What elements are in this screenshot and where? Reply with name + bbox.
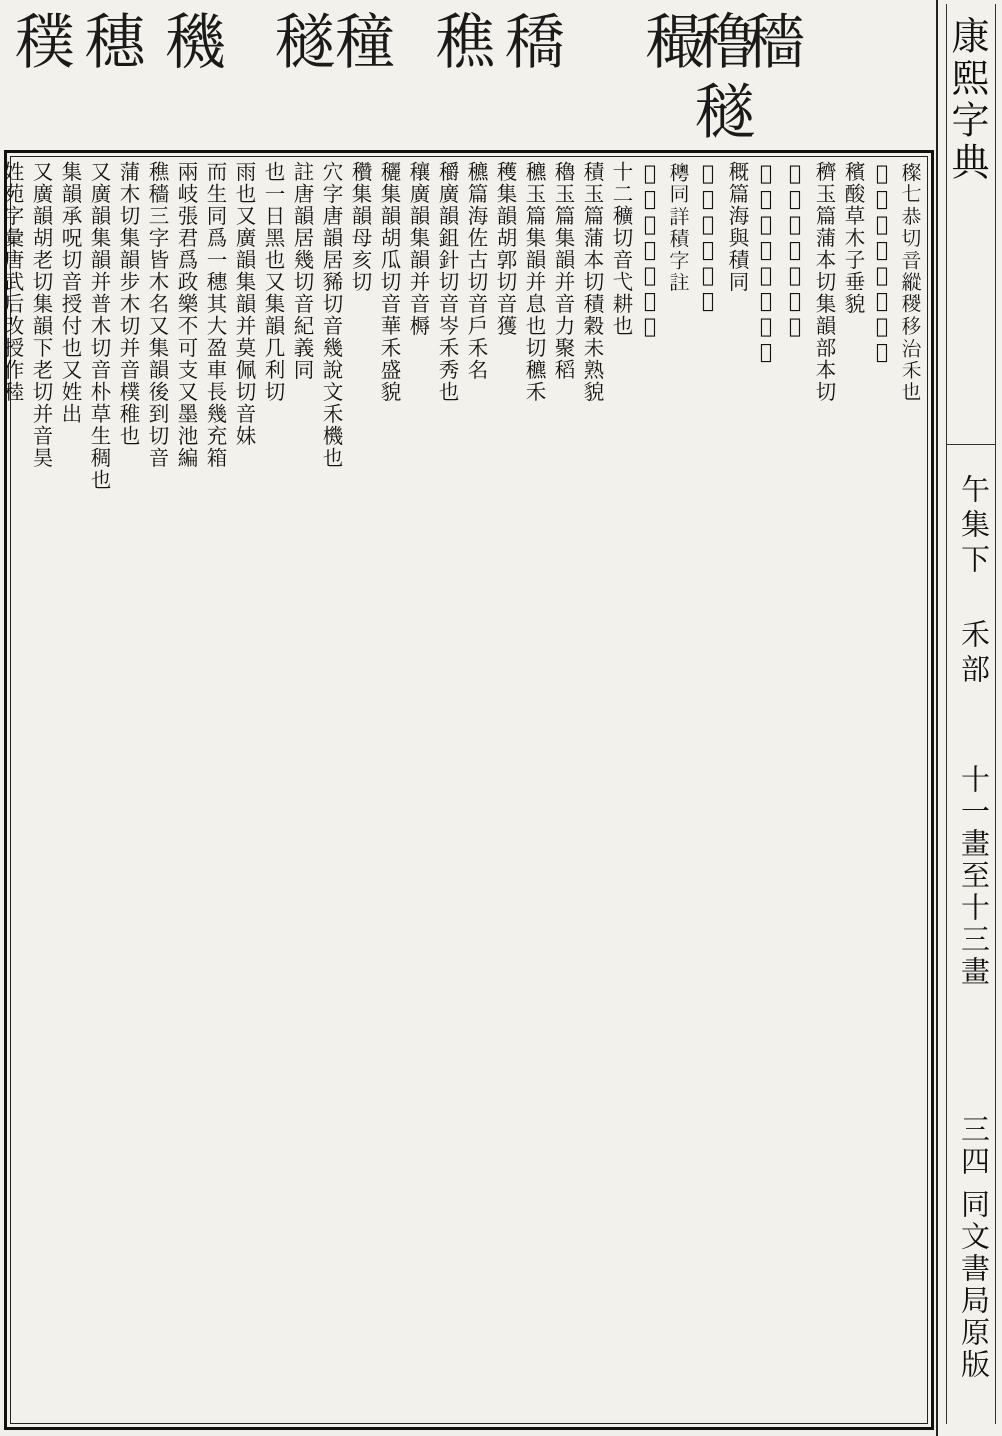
text-column: 穛穡三字皆木名又集韻後到切音 <box>145 161 169 469</box>
text-column: 十二穬切音弋耕也 <box>609 161 633 337</box>
seal-glyph-7: 穚 <box>495 10 565 72</box>
text-column: 穦酸草木子垂貌 <box>841 161 865 315</box>
text-column: 姓苑字彙唐武后改授作稑 <box>0 161 24 403</box>
text-column: 𥣃字彙補古文 <box>696 161 720 314</box>
text-column: 𥣀光切音黃野穀 <box>783 161 807 340</box>
seal-glyph-6: 穛 <box>425 10 495 72</box>
book-title: 康熙字典 <box>945 16 989 184</box>
text-column: 穲集韻胡瓜切音華禾盛貌 <box>377 161 401 403</box>
text-column: 穰廣韻集韻并音槈 <box>406 161 430 337</box>
margin-rules <box>946 4 996 1424</box>
margin-divider-1 <box>947 444 995 445</box>
text-column: 𥣂集韻力求切音留 <box>754 161 778 365</box>
text-column: 穊篇海與積同 <box>725 161 749 293</box>
text-column: 穳集韻母亥切 <box>348 161 372 293</box>
text-column: 又廣韻胡老切集韻下老切并音昊 <box>29 161 53 469</box>
text-column: 又廣韻集韻并普木切音朴草生稠也 <box>87 161 111 491</box>
text-column: 𥣅字彙補古文穜 <box>638 161 662 340</box>
seal-glyph-4: 穟 <box>265 10 335 72</box>
stroke-range: 十一畫至十三畫 <box>957 764 991 988</box>
dictionary-body <box>0 161 925 1417</box>
text-column: 𥣄同詳積字註 <box>667 161 691 293</box>
text-column: 穭玉篇集韻并音力聚稻 <box>551 161 575 381</box>
text-column: 蒲木切集韻步木切并音樸稚也 <box>116 161 140 447</box>
volume-radical: 午集下 禾部 <box>957 474 991 689</box>
seal-script-band <box>0 0 1000 150</box>
text-column: 雨也又廣韻集韻并莫佩切音妹 <box>232 161 256 447</box>
right-margin <box>936 0 1002 1436</box>
publisher: 同文書局原版 <box>957 1189 991 1381</box>
text-column: 穫集韻胡郭切音獲 <box>493 161 517 337</box>
text-column: 積玉篇蒲本切積穀未熟貌 <box>580 161 604 403</box>
text-column: 註唐韻居幾切音紀義同 <box>290 161 314 381</box>
seal-glyph-9: 穞 <box>685 10 755 72</box>
text-column: 穮玉篇集韻并息也切穮禾 <box>522 161 546 403</box>
text-column: 而生同爲一穗其大盈車長幾充箱 <box>203 161 227 469</box>
seal-glyph-2: 穗 <box>75 10 145 72</box>
page-frame <box>0 150 934 1430</box>
seal-glyph-1: 穙 <box>5 10 75 72</box>
text-column: 穴字唐韻居豨切音幾說文禾機也 <box>319 161 343 469</box>
text-column: 兩岐張君爲政樂不可支又墨池編 <box>174 161 198 469</box>
seal-glyph-8: 穝 <box>635 10 705 72</box>
text-column: 也一日黑也又集韻几利切 <box>261 161 285 403</box>
text-column: 集韻承呪切音授付也又姓出 <box>58 161 82 425</box>
text-column: 𥢿字彙補乃回切音 <box>870 161 894 365</box>
seal-glyph-10: 穟 <box>685 80 755 142</box>
page-number: 三四 <box>957 1114 991 1178</box>
text-column: 穱廣韻鉏針切音岑禾秀也 <box>435 161 459 403</box>
text-column: 𥢽七恭切音縱稯移治禾也 <box>899 161 923 403</box>
seal-glyph-11: 穡 <box>735 10 805 72</box>
seal-glyph-3: 穖 <box>155 10 225 72</box>
seal-glyph-5: 穜 <box>325 10 395 72</box>
text-column: 穮篇海佐古切音戶禾名 <box>464 161 488 381</box>
text-column: 穧玉篇蒲本切集韻部本切 <box>812 161 836 403</box>
